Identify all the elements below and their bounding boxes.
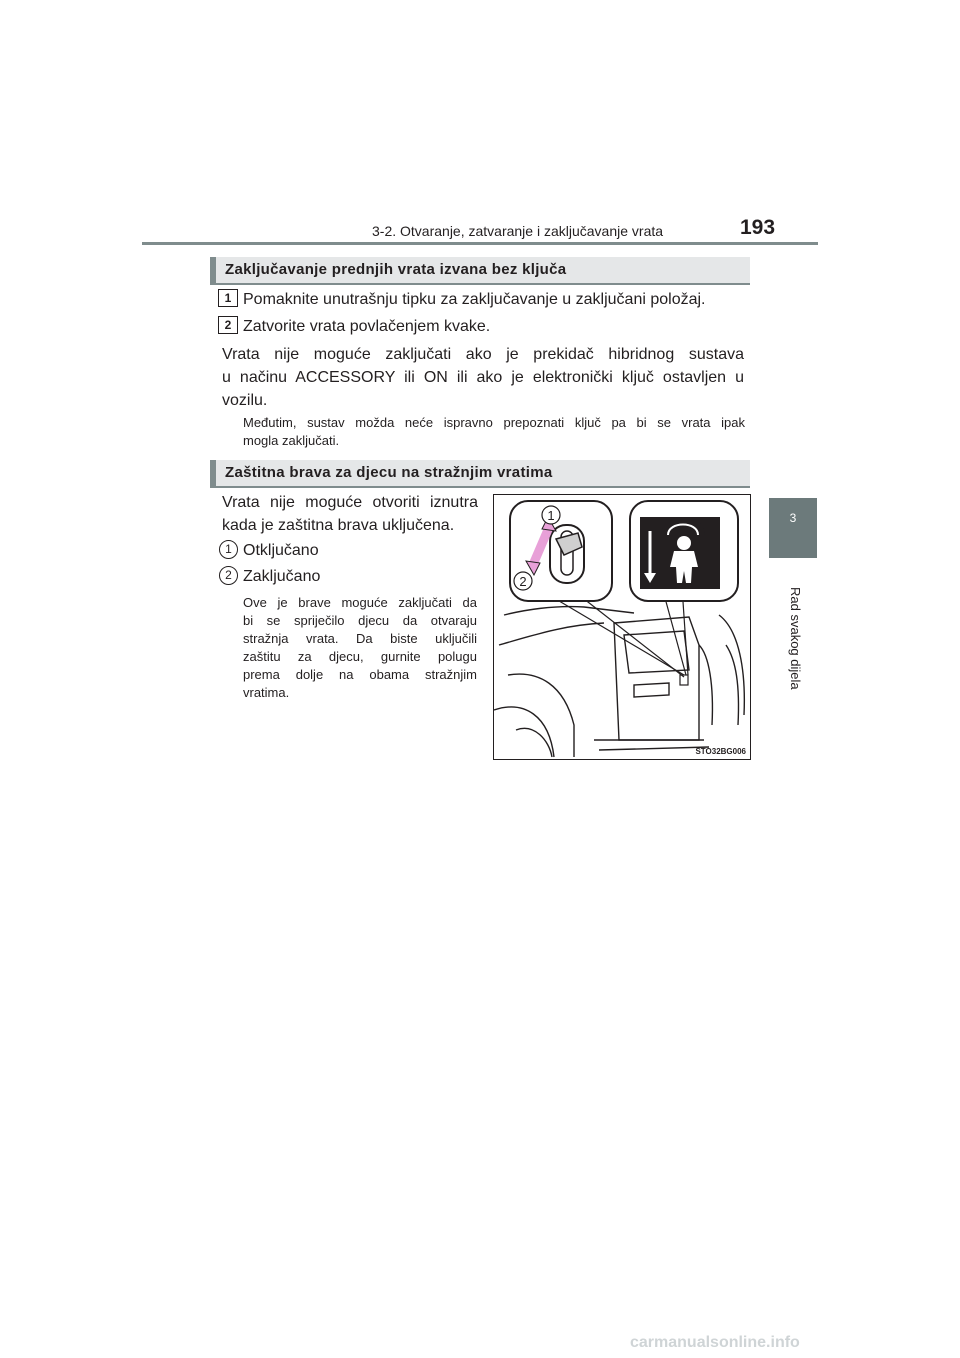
- note-paragraph: [243, 414, 745, 450]
- illustration-graphic: [494, 495, 750, 759]
- step-number-1: 1: [218, 289, 238, 307]
- child-lock-note: [243, 594, 477, 702]
- note-line: Ove je brave moguće zaključati da: [243, 595, 477, 610]
- chapter-number: 3: [789, 511, 797, 525]
- illustration-code: STO32BG006: [695, 747, 746, 756]
- child-lock-intro: [222, 491, 478, 537]
- item-label-unlocked: Otključano: [243, 542, 319, 559]
- note-line: mogla zaključati.: [243, 433, 340, 448]
- section-heading-keyless-lock: [210, 257, 750, 285]
- section-title: Zaključavanje prednjih vrata izvana bez ključa: [225, 261, 567, 278]
- body-line: u načinu ACCESSORY ili ON ili ako je elektronički ključ ostavljen u: [222, 369, 744, 386]
- child-lock-symbol-callout: [630, 501, 738, 601]
- note-line: vratima.: [243, 685, 290, 700]
- section-title: Zaštitna brava za djecu na stražnjim vratima: [225, 464, 553, 481]
- note-line: stražnja vrata. Da biste uključili: [243, 631, 477, 646]
- intro-line: Vrata nije moguće otvoriti iznutra: [222, 494, 478, 511]
- note-line: zaštitu za djecu, gurnite polugu: [243, 649, 477, 664]
- chapter-label: Rad svakog dijela: [788, 587, 803, 690]
- section-accent: [210, 460, 216, 488]
- section-heading-child-lock: [210, 460, 750, 488]
- step-text-2: Zatvorite vrata povlačenjem kvake.: [243, 318, 491, 335]
- note-line: bi se spriječilo djecu da otvaraju: [243, 613, 477, 628]
- header-section-title: 3-2. Otvaranje, zatvaranje i zaključavanje vrata: [372, 223, 664, 239]
- footer-watermark: carmanualsonline.info: [630, 1334, 800, 1351]
- child-icon: [677, 536, 691, 550]
- page-number: 193: [740, 216, 776, 239]
- chapter-tab: [769, 498, 817, 558]
- note-line: Međutim, sustav možda neće ispravno prepoznati ključ pa bi se vrata ipak: [243, 415, 745, 430]
- item-label-locked: Zaključano: [243, 568, 321, 585]
- header-divider: [142, 242, 818, 245]
- intro-line: kada je zaštitna brava uključena.: [222, 517, 455, 534]
- note-line: prema dolje na obama stražnjim: [243, 667, 477, 682]
- child-lock-illustration: [493, 494, 751, 760]
- body-paragraph: [222, 343, 744, 412]
- callout-number-1: 1: [547, 508, 555, 523]
- callout-number-2: 2: [519, 574, 527, 589]
- body-line: vozilu.: [222, 392, 268, 409]
- section-accent: [210, 257, 216, 285]
- item-number-1: 1: [219, 540, 238, 559]
- item-number-2: 2: [219, 566, 238, 585]
- step-number-2: 2: [218, 316, 238, 334]
- step-text-1: Pomaknite unutrašnju tipku za zaključavanje u zaključani položaj.: [243, 291, 706, 308]
- body-line: Vrata nije moguće zaključati ako je prekidač hibridnog sustava: [222, 346, 744, 363]
